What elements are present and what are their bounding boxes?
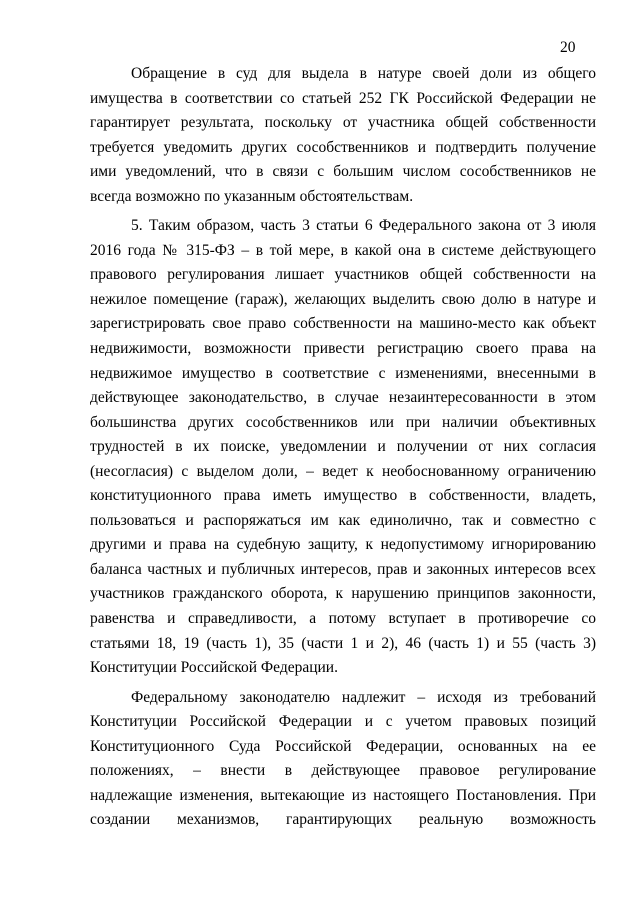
paragraph-line: правового регулирования лишает участников общей собственности на — [90, 266, 596, 284]
paragraph-line: надлежащие изменения, вытекающие из настоящего Постановления. При — [90, 786, 596, 804]
paragraph-line: требуется уведомить других сособственников и подтвердить получение — [90, 138, 596, 156]
paragraph-line: Конституции Российской Федерации и с учетом правовых позиций — [90, 713, 596, 731]
paragraph-line: конституционного права иметь имущество в собственности, владеть, — [90, 487, 596, 505]
paragraph-line: участников гражданского оборота, к нарушению принципов законности, — [90, 585, 596, 603]
paragraph-line: положениях, – внести в действующее правовое регулирование — [90, 762, 596, 780]
paragraph-line: Обращение в суд для выдела в натуре своей доли из общего — [131, 65, 596, 82]
paragraph-line: Конституционного Суда Российской Федерации, основанных на ее — [90, 737, 596, 755]
paragraph-line: 5. Таким образом, часть 3 статьи 6 Федерального закона от 3 июля — [131, 217, 596, 235]
paragraph-line: создании механизмов, гарантирующих реальную возможность — [90, 811, 596, 829]
document-body — [90, 62, 596, 833]
paragraph-line: недвижимости, возможности привести регистрацию своего права на — [90, 340, 596, 358]
paragraph-line: Федеральному законодателю надлежит – исходя из требований — [131, 688, 596, 706]
page-number: 20 — [560, 39, 576, 56]
paragraph-line: Конституции Российской Федерации. — [90, 659, 338, 677]
paragraph-line: большинства других сособственников или при наличии объективных — [90, 413, 596, 431]
paragraph-line: имущества в соответствии со статьей 252 ГК Российской Федерации не — [90, 89, 596, 107]
paragraph-line: статьями 18, 19 (часть 1), 35 (части 1 и 2), 46 (часть 1) и 55 (часть 3) — [90, 634, 596, 652]
paragraph-line: ими уведомлений, что в связи с большим числом сособственников не — [90, 163, 596, 181]
paragraph-line: всегда возможно по указанным обстоятельствам. — [90, 187, 414, 205]
paragraph-line: баланса частных и публичных интересов, прав и законных интересов всех — [90, 560, 596, 578]
paragraph-line: пользоваться и распоряжаться им как единолично, так и совместно с — [90, 511, 596, 529]
paragraph-line: (несогласия) с выделом доли, – ведет к необоснованному ограничению — [90, 462, 596, 480]
paragraph-line: другими и права на судебную защиту, к недопустимому игнорированию — [90, 536, 596, 554]
paragraph-line: нежилое помещение (гараж), желающих выделить свою долю в натуре и — [90, 290, 596, 308]
paragraph-line: действующее законодательство, в случае незаинтересованности в этом — [90, 389, 596, 407]
paragraph-line: 2016 года № 315-ФЗ – в той мере, в какой она в системе действующего — [90, 241, 596, 259]
paragraph-line: трудностей в их поиске, уведомлении и получении от них согласия — [90, 438, 596, 456]
paragraph-line: зарегистрировать свое право собственности на машино-место как объект — [90, 315, 596, 333]
paragraph-line: гарантирует результата, поскольку от участника общей собственности — [90, 114, 596, 132]
paragraph-line: равенства и справедливости, а потому вступает в противоречие со — [90, 610, 596, 628]
paragraph-line: недвижимое имущество в соответствие с изменениями, внесенными в — [90, 364, 596, 382]
